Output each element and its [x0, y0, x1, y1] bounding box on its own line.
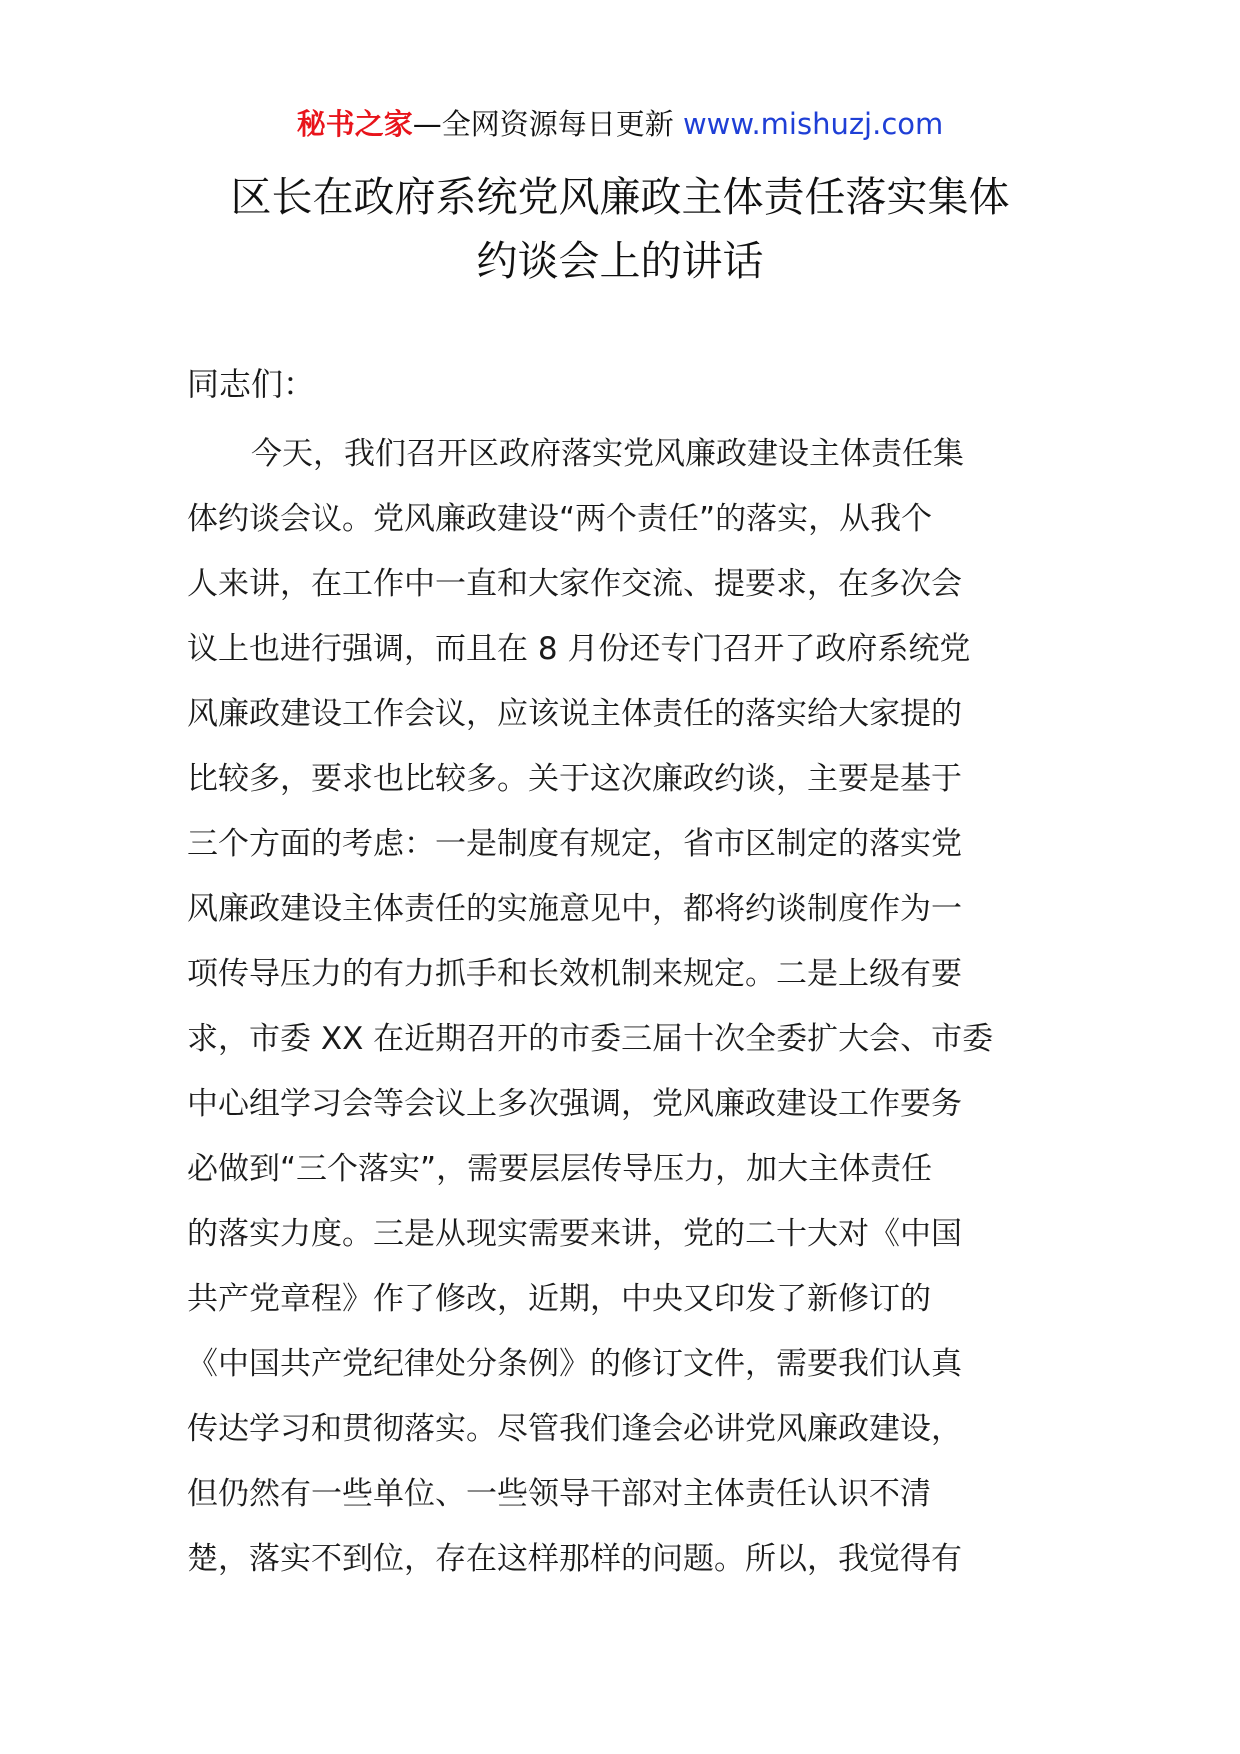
body-line: 共产党章程》作了修改，近期，中央又印发了新修订的: [187, 1281, 931, 1317]
body-line: 项传导压力的有力抓手和长效机制来规定。二是上级有要: [187, 956, 962, 992]
body-line: 比较多，要求也比较多。关于这次廉政约谈，主要是基于: [187, 761, 962, 797]
body-line: 的落实力度。三是从现实需要来讲，党的二十大对《中国: [187, 1216, 962, 1252]
body-line: 今天，我们召开区政府落实党风廉政建设主体责任集: [251, 436, 964, 472]
body-line: 必做到“三个落实”，需要层层传导压力，加大主体责任: [187, 1151, 933, 1187]
site-brand: 秘书之家: [296, 107, 413, 141]
title-line-2: 约谈会上的讲话: [476, 237, 764, 285]
document-body: [187, 422, 1067, 1592]
body-line: 体约谈会议。党风廉政建设“两个责任”的落实，从我个: [187, 501, 933, 537]
body-line: 求，市委 XX 在近期召开的市委三届十次全委扩大会、市委: [187, 1021, 994, 1057]
body-line: 楚，落实不到位，存在这样那样的问题。所以，我觉得有: [187, 1541, 962, 1577]
body-line: 人来讲，在工作中一直和大家作交流、提要求，在多次会: [187, 566, 962, 602]
body-line: 议上也进行强调，而且在 8 月份还专门召开了政府系统党: [187, 631, 971, 667]
body-line: 《中国共产党纪律处分条例》的修订文件，需要我们认真: [187, 1346, 962, 1382]
site-url-link[interactable]: www.mishuzj.com: [682, 107, 944, 141]
salutation: 同志们：: [187, 365, 316, 403]
body-line: 三个方面的考虑：一是制度有规定，省市区制定的落实党: [187, 826, 962, 862]
body-line: 风廉政建设工作会议，应该说主体责任的落实给大家提的: [187, 696, 962, 732]
site-header: [0, 104, 1240, 144]
body-line: 传达学习和贯彻落实。尽管我们逢会必讲党风廉政建设，: [187, 1411, 962, 1447]
document-title: [0, 165, 1240, 293]
body-line: 但仍然有一些单位、一些领导干部对主体责任认识不清: [187, 1476, 931, 1512]
title-line-1: 区长在政府系统党风廉政主体责任落实集体: [230, 173, 1010, 221]
body-line: 风廉政建设主体责任的实施意见中，都将约谈制度作为一: [187, 891, 962, 927]
site-tagline: —全网资源每日更新: [412, 107, 683, 141]
body-line: 中心组学习会等会议上多次强调，党风廉政建设工作要务: [187, 1086, 962, 1122]
